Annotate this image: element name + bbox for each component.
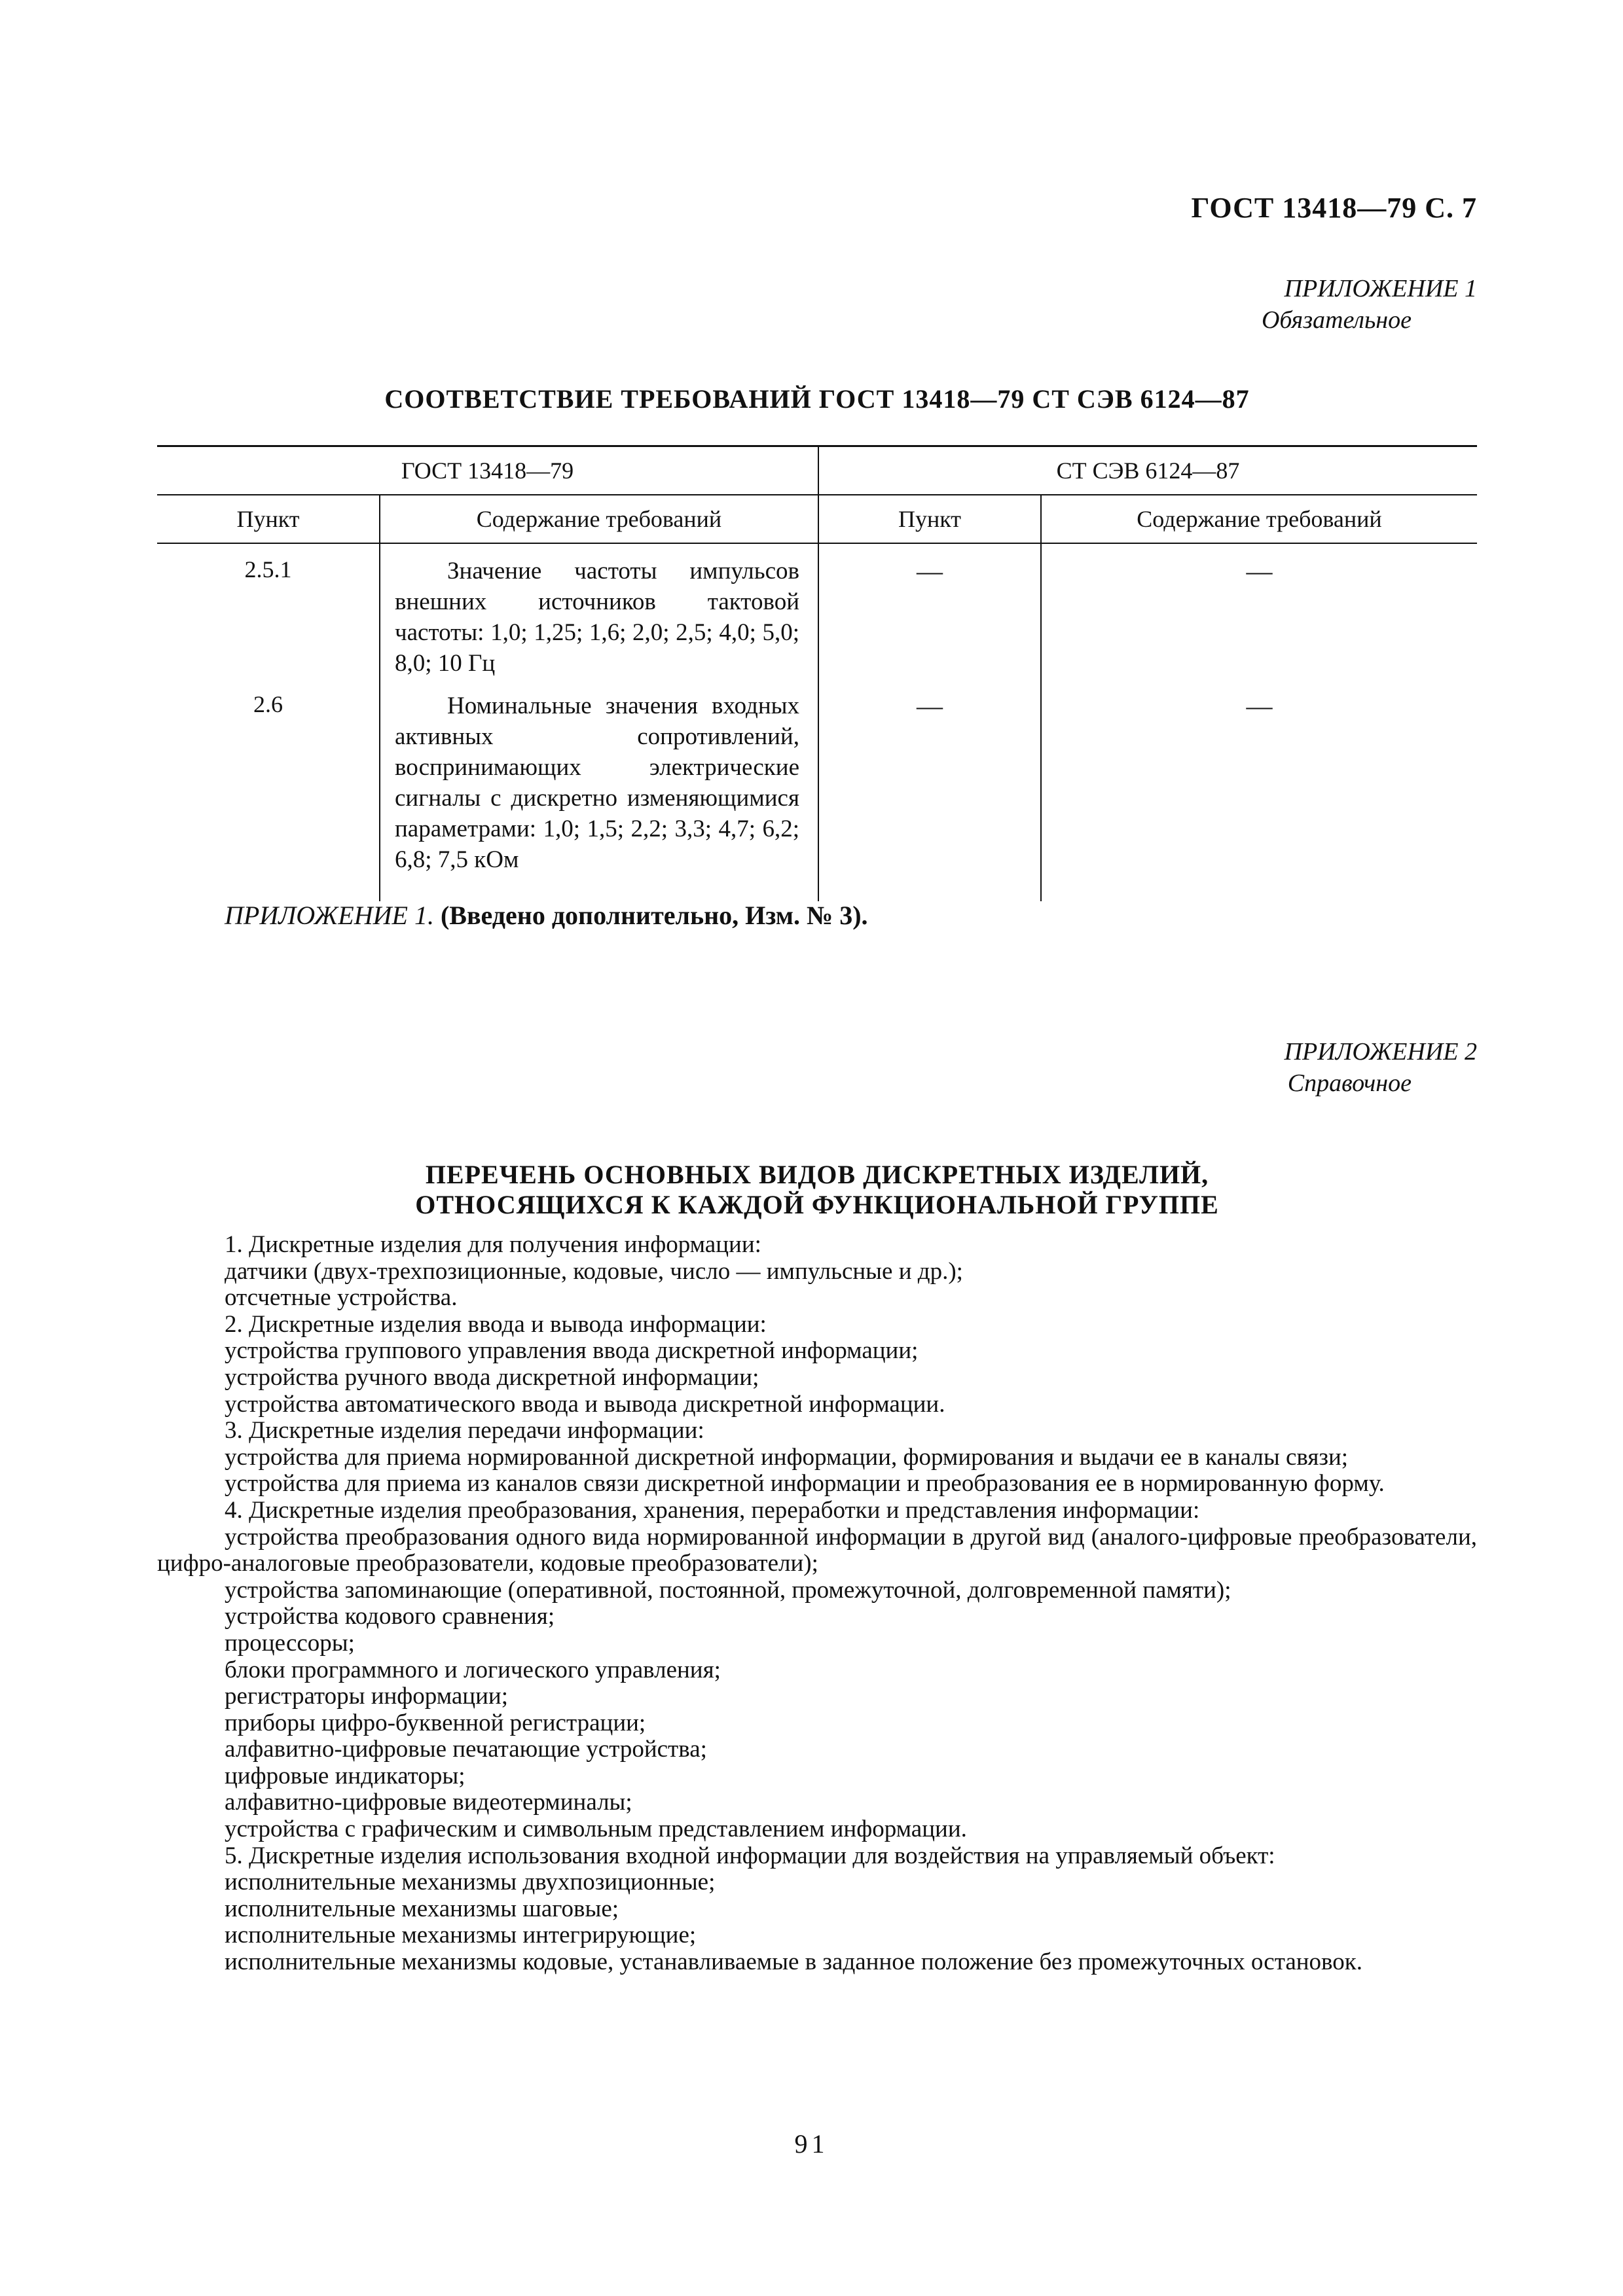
- list-item: 1. Дискретные изделия для получения информации:: [225, 1231, 761, 1258]
- list-item: датчики (двух-трехпозиционные, кодовые, число — импульсные и др.);: [225, 1257, 963, 1285]
- list-item: устройства для приема из каналов связи дискретной информации и преобразования ее в нормированную форму.: [225, 1470, 1385, 1498]
- table-title: СООТВЕТСТВИЕ ТРЕБОВАНИЙ ГОСТ 13418—79 СТ СЭВ 6124—87: [384, 384, 1250, 414]
- cell-sev-point: —: [818, 679, 1041, 901]
- list-item: устройства запоминающие (оперативной, постоянной, промежуточной, долговременной памяти);: [225, 1576, 1231, 1604]
- header-point-gost: Пункт: [157, 495, 380, 543]
- table-column-header-row: [157, 495, 1477, 543]
- list-item: устройства автоматического ввода и вывода дискретной информации.: [225, 1390, 945, 1418]
- list-item: регистраторы информации;: [225, 1683, 508, 1710]
- device-list: [157, 1232, 1477, 1976]
- page-number: 91: [794, 2129, 829, 2159]
- appendix-1-status: Обязательное: [1261, 306, 1412, 334]
- cell-content-text: Номинальные значения входных активных сопротивлений, воспринимающих электрические сигналы с дискретно изменяющимися параметрами: 1,0; 1,5; 2,2; 3,3; 4,7; 6,2; 6,8; 7,5 кОм: [395, 692, 799, 873]
- table-row: [157, 543, 1477, 679]
- list-item: исполнительные механизмы двухпозиционные;: [225, 1869, 716, 1896]
- list-item: алфавитно-цифровые печатающие устройства;: [225, 1736, 707, 1763]
- list-item: устройства группового управления ввода дискретной информации;: [225, 1337, 919, 1365]
- requirements-table: [157, 445, 1477, 901]
- cell-content: [380, 543, 818, 679]
- amendment-note-text: (Введено дополнительно, Изм. № 3).: [440, 901, 868, 930]
- cell-content-text: Значение частоты импульсов внешних источников тактовой частоты: 1,0; 1,25; 1,6; 2,0; 2,5; 4,0; 5,0; 8,0; 10 Гц: [395, 558, 799, 677]
- list-item: приборы цифро-буквенной регистрации;: [225, 1709, 646, 1736]
- header-content-gost: Содержание требований: [380, 495, 818, 543]
- list-item: алфавитно-цифровые видеотерминалы;: [225, 1789, 632, 1816]
- appendix-2-status: Справочное: [1287, 1069, 1412, 1097]
- cell-content: [380, 679, 818, 901]
- list-item: устройства кодового сравнения;: [225, 1603, 555, 1630]
- amendment-note-label: ПРИЛОЖЕНИЕ 1.: [225, 901, 434, 930]
- cell-sev-content: —: [1041, 679, 1477, 901]
- list-item: 4. Дискретные изделия преобразования, хранения, переработки и представления информации:: [225, 1496, 1200, 1524]
- header-content-sev: Содержание требований: [1041, 495, 1477, 543]
- list-item: устройства с графическим и символьным представлением информации.: [225, 1816, 967, 1843]
- list-item: устройства преобразования одного вида нормированной информации в другой вид (аналого-цифровые преобразователи, цифро-аналоговые преобразователи, кодовые преобразователи);: [157, 1523, 1477, 1577]
- cell-point: 2.6: [253, 691, 283, 717]
- table-group-header-row: [157, 446, 1477, 495]
- appendix-1-label: ПРИЛОЖЕНИЕ 1: [1284, 275, 1477, 302]
- list-item: 5. Дискретные изделия использования входной информации для воздействия на управляемый объект:: [225, 1842, 1275, 1869]
- section-title-line-1: ПЕРЕЧЕНЬ ОСНОВНЫХ ВИДОВ ДИСКРЕТНЫХ ИЗДЕЛИЙ,: [425, 1160, 1209, 1189]
- cell-sev-point: —: [818, 543, 1041, 679]
- list-item: исполнительные механизмы интегрирующие;: [225, 1922, 697, 1949]
- list-item: отсчетные устройства.: [225, 1284, 458, 1312]
- list-item: исполнительные механизмы кодовые, устанавливаемые в заданное положение без промежуточных остановок.: [225, 1948, 1362, 1976]
- cell-point: 2.5.1: [244, 556, 292, 583]
- list-item: устройства ручного ввода дискретной информации;: [225, 1363, 759, 1391]
- list-item: устройства для приема нормированной дискретной информации, формирования и выдачи ее в каналы связи;: [225, 1443, 1349, 1471]
- list-item: цифровые индикаторы;: [225, 1762, 465, 1789]
- header-gost: ГОСТ 13418—79: [157, 446, 818, 495]
- appendix-2-label: ПРИЛОЖЕНИЕ 2: [1284, 1038, 1477, 1066]
- list-item: исполнительные механизмы шаговые;: [225, 1895, 619, 1922]
- section-title: [157, 1160, 1477, 1220]
- list-item: 2. Дискретные изделия ввода и вывода информации:: [225, 1310, 767, 1338]
- table-row: [157, 679, 1477, 901]
- section-title-line-2: ОТНОСЯЩИХСЯ К КАЖДОЙ ФУНКЦИОНАЛЬНОЙ ГРУППЕ: [415, 1190, 1219, 1219]
- amendment-note: [225, 900, 868, 931]
- appendix-2-heading: [1285, 1036, 1477, 1099]
- appendix-1-heading: [1262, 273, 1477, 336]
- list-item: блоки программного и логического управления;: [225, 1656, 721, 1683]
- header-point-sev: Пункт: [818, 495, 1041, 543]
- list-item: 3. Дискретные изделия передачи информации:: [225, 1417, 704, 1444]
- list-item: процессоры;: [225, 1629, 355, 1657]
- cell-sev-content: —: [1041, 543, 1477, 679]
- header-st-sev: СТ СЭВ 6124—87: [818, 446, 1477, 495]
- document-code-header: ГОСТ 13418—79 С. 7: [1191, 192, 1477, 224]
